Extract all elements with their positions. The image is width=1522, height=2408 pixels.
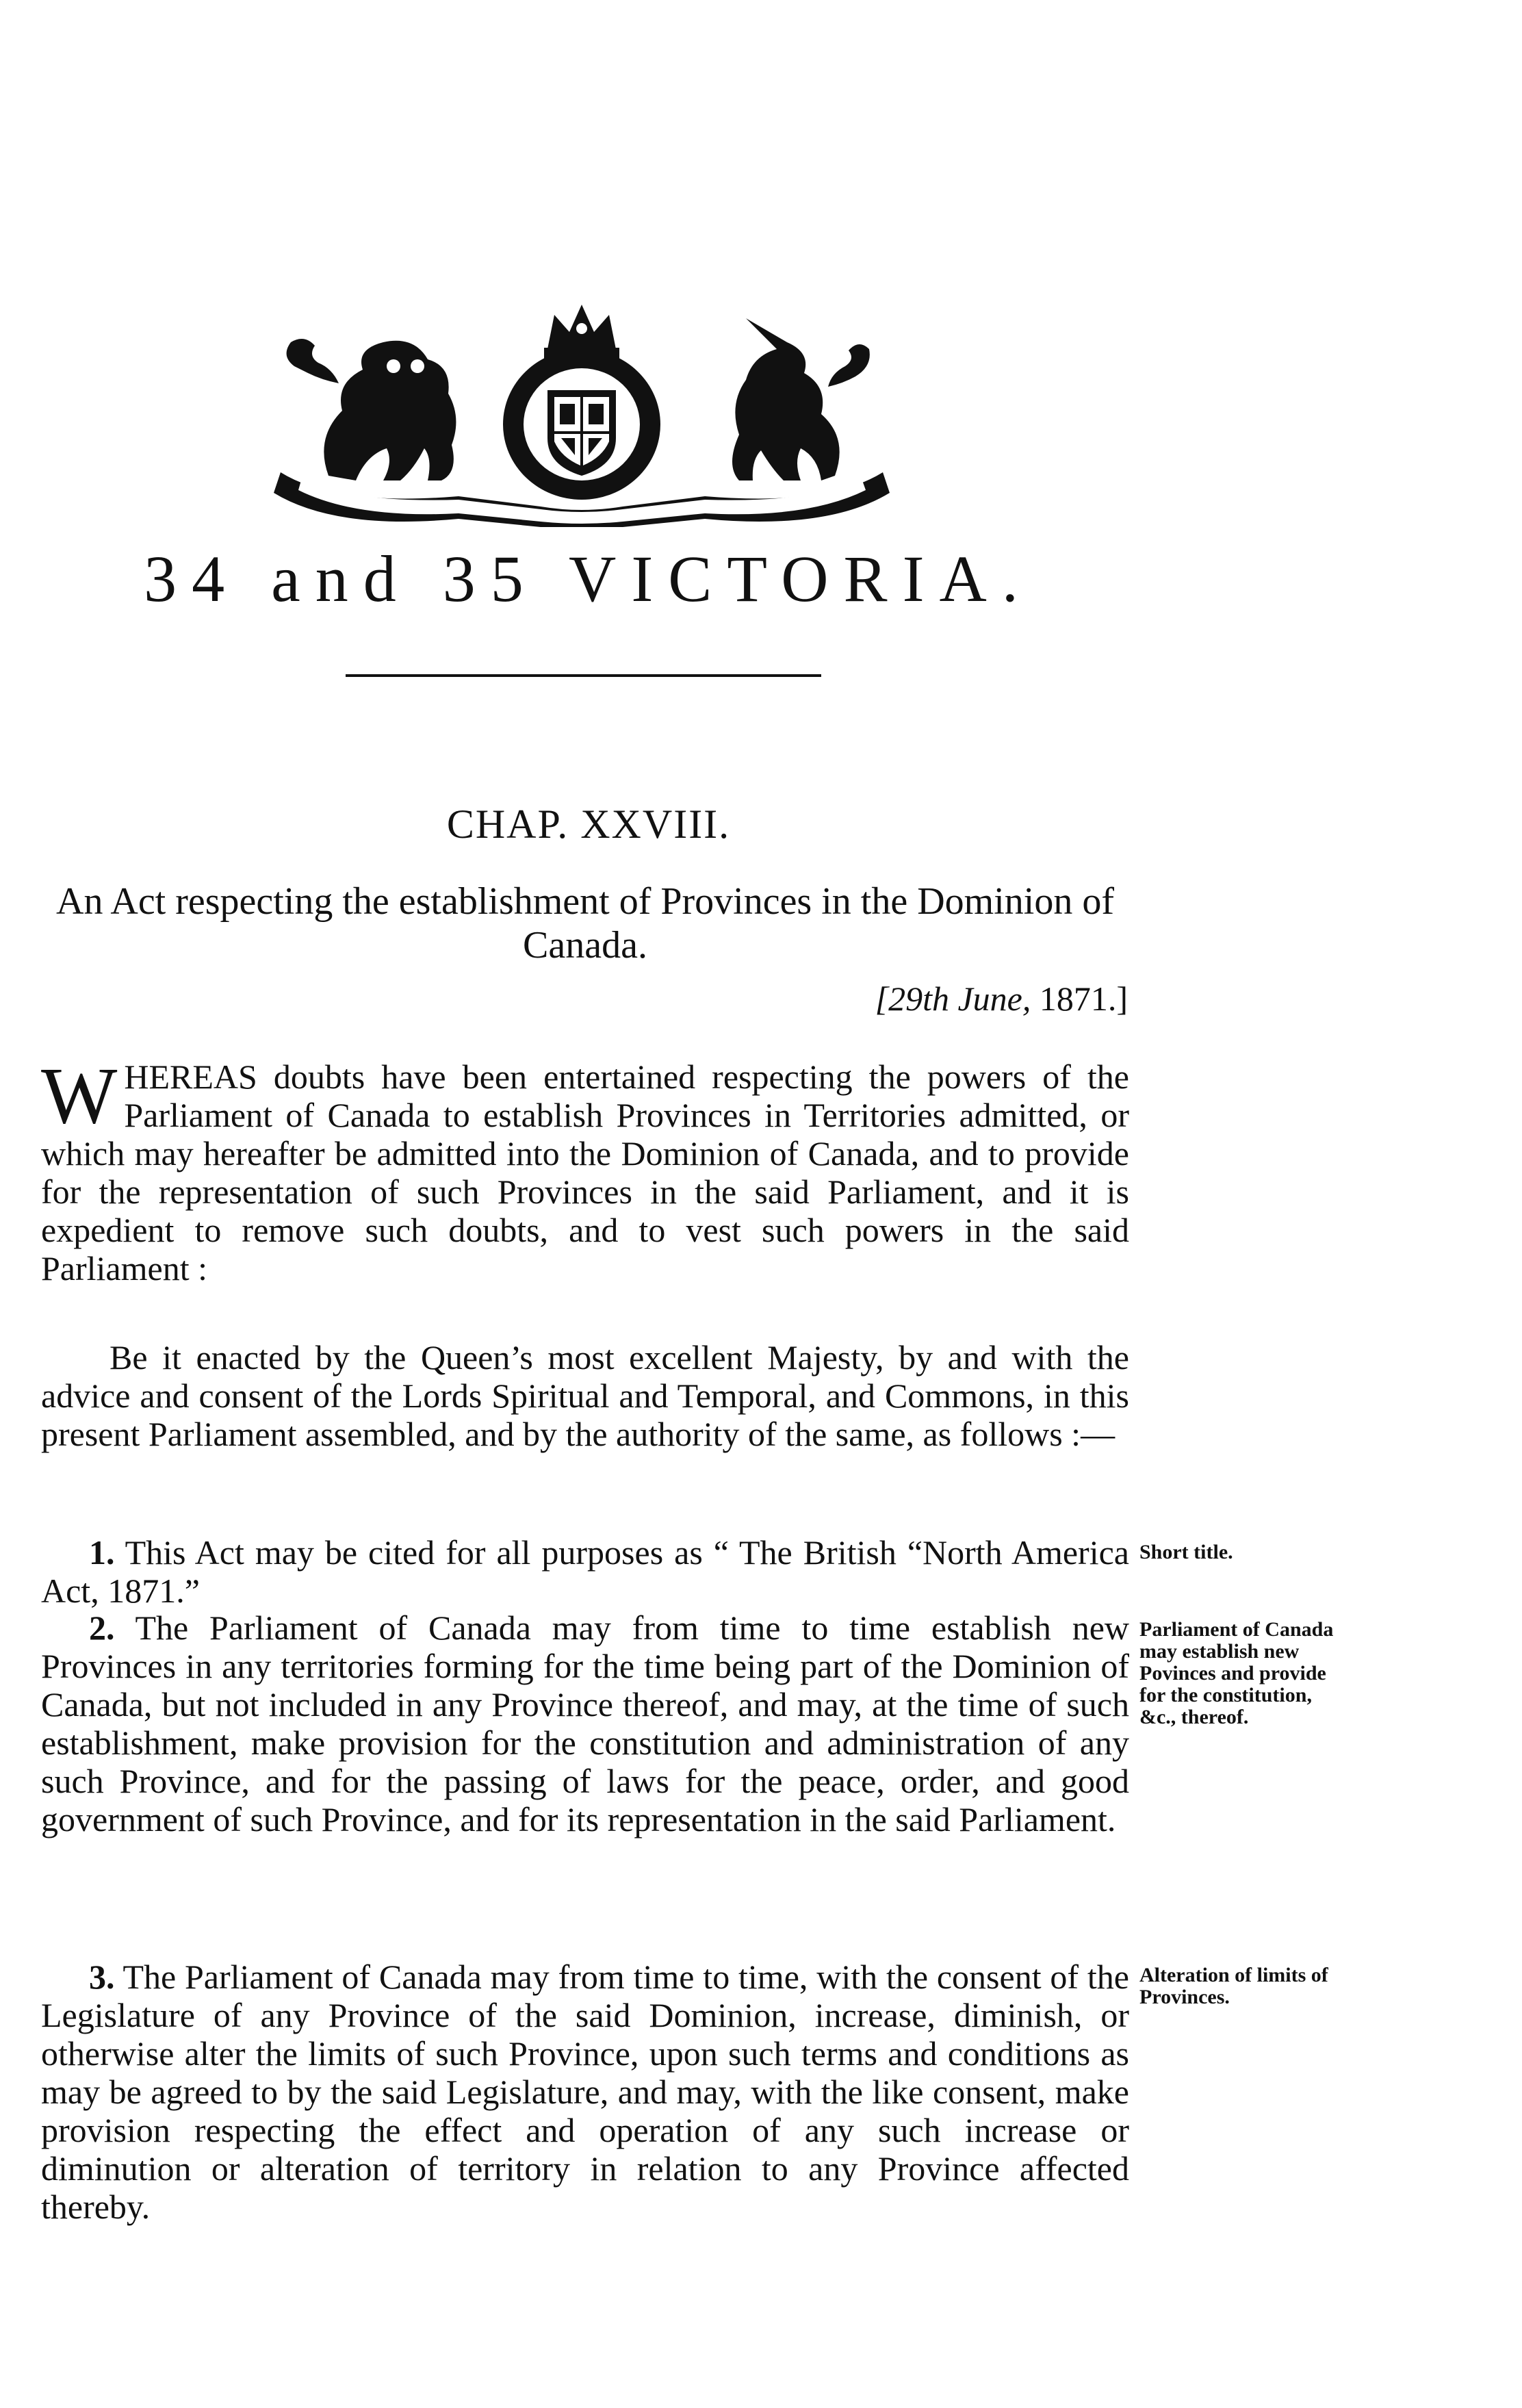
- drop-cap: W: [41, 1051, 118, 1140]
- section-text: This Act may be cited for all purposes as “ The British “North America Act, 1871.”: [41, 1533, 1129, 1610]
- margin-note-short-title: Short title.: [1139, 1541, 1233, 1563]
- section-1: [41, 1533, 1129, 1610]
- section-2: [41, 1609, 1129, 1839]
- regnal-title: 34 and 35 VICTORIA.: [144, 542, 1033, 615]
- section-text: The Parliament of Canada may from time to time, with the consent of the Legislature of any Province of the said Dominion, increase, diminish, or otherwise alter the limits of such Province, upon such terms and conditions as may be agreed to by the said Legislature, and may, with the like consent, make provision respecting the effect and operation of any such increase or diminution or alteration of territory in relation to any Province affected thereby.: [41, 1958, 1129, 2226]
- margin-note-alteration-of-limits: Alteration of limits of Provinces.: [1139, 1964, 1328, 2008]
- assent-date: [753, 979, 1128, 1019]
- enacting-formula: Be it enacted by the Queen’s most excellent Majesty, by and with the advice and consent of the Lords Spiritual and Temporal, and Commons, in this present Parliament assembled, and by the authority of the same, as follows :—: [41, 1338, 1129, 1453]
- assent-date-year: 1871.]: [1039, 979, 1128, 1018]
- act-long-title: An Act respecting the establishment of Provinces in the Dominion of Canada.: [56, 880, 1114, 966]
- section-number: 3.: [89, 1958, 115, 1996]
- margin-note-establish-provinces: Parliament of Canada may establish new Povinces and provide for the constitution, &c., thereof.: [1139, 1618, 1334, 1728]
- section-3: [41, 1958, 1129, 2226]
- title-divider: [346, 674, 821, 677]
- chapter-heading: CHAP. XXVIII.: [446, 802, 731, 847]
- section-text: The Parliament of Canada may from time to time establish new Provinces in any territories forming for the time being part of the Dominion of Canada, but not included in any Province thereof, and may, at the time of such establishment, make provision for the constitution and administration of any such Province, and for the passing of laws for the peace, order, and good government of such Province, and for its representation in the said Parliament.: [41, 1609, 1129, 1839]
- preamble-text: HEREAS doubts have been entertained respecting the powers of the Parliament of Canada to establish Provinces in Territories admitted, or which may hereafter be admitted into the Dominion of Canada, and to provide for the representation of such Provinces in the said Parliament, and it is expedient to remove such doubts, and to vest such powers in the said Parliament :: [41, 1058, 1129, 1288]
- royal-coat-of-arms: [253, 301, 910, 527]
- section-number: 2.: [89, 1609, 115, 1647]
- preamble-paragraph: [41, 1051, 1129, 1288]
- section-number: 1.: [89, 1533, 115, 1572]
- assent-date-day: [29th June,: [875, 979, 1031, 1018]
